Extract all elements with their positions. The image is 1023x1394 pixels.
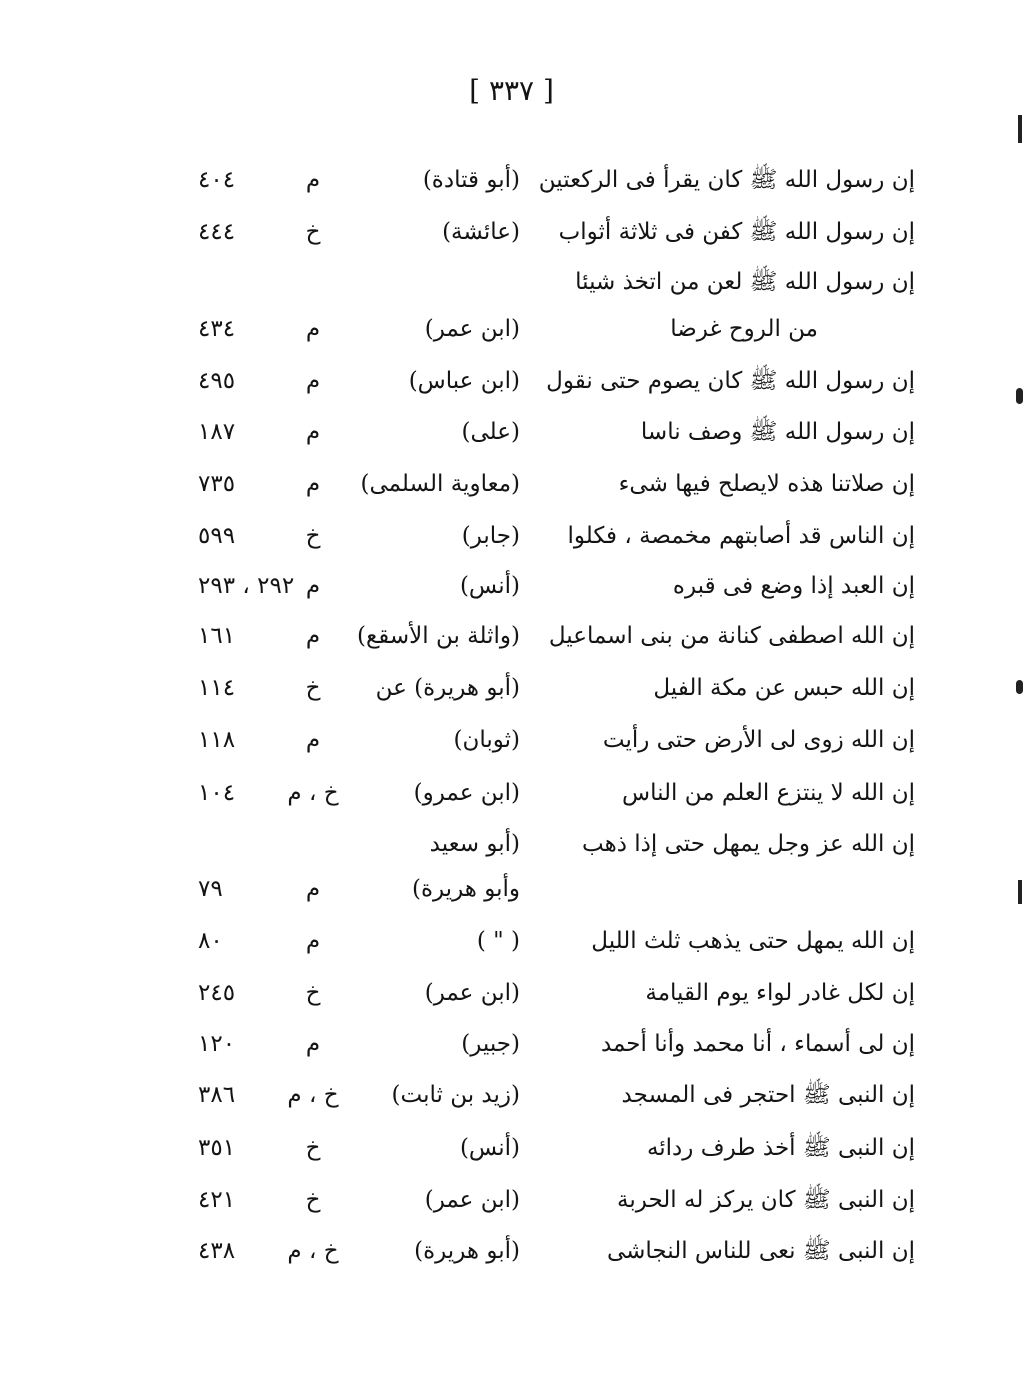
hadith-text: إن لكل غادر لواء يوم القيامة: [645, 980, 915, 1006]
narrator: (معاوية السلمى): [360, 471, 520, 497]
page-reference: ٤٣٤: [198, 316, 236, 342]
hadith-text: إن النبى ﷺ كان يركز له الحربة: [617, 1187, 915, 1213]
hadith-text: إن رسول الله ﷺ لعن من اتخذ شيئا: [575, 269, 915, 295]
narrator: (أبو سعيد: [429, 831, 520, 857]
narrator: (على): [461, 419, 520, 445]
hadith-text: إن الله حبس عن مكة الفيل: [653, 675, 915, 701]
index-row: [0, 210, 1023, 254]
index-row: [0, 822, 1023, 866]
hadith-text: إن الله لا ينتزع العلم من الناس: [622, 780, 915, 806]
source-code: خ: [305, 1135, 321, 1161]
index-row: [0, 307, 1023, 351]
hadith-text: إن رسول الله ﷺ كان يصوم حتى نقول: [546, 368, 915, 394]
page-reference: ٤٩٥: [198, 368, 236, 394]
hadith-text: إن رسول الله ﷺ كان يقرأ فى الركعتين: [538, 167, 915, 193]
source-code: خ: [305, 1187, 321, 1213]
page-reference: ١٨٧: [198, 419, 236, 445]
index-row: [0, 1073, 1023, 1117]
index-row: [0, 1022, 1023, 1066]
page-reference: ١٢٠: [198, 1031, 236, 1057]
index-row: [0, 462, 1023, 506]
narrator: (أبو هريرة): [414, 1238, 520, 1264]
index-row: [0, 614, 1023, 658]
source-code: م: [305, 727, 321, 753]
index-row: [0, 359, 1023, 403]
index-row: [0, 514, 1023, 558]
index-row: [0, 260, 1023, 304]
narrator: (ابن عمر): [424, 980, 520, 1006]
page-reference: ١١٤: [198, 675, 236, 701]
narrator: (واثلة بن الأسقع): [357, 623, 520, 649]
hadith-text: إن لى أسماء ، أنا محمد وأنا أحمد: [600, 1031, 915, 1057]
hadith-text: إن الناس قد أصابتهم مخمصة ، فكلوا: [567, 523, 915, 549]
hadith-text: إن الله يمهل حتى يذهب ثلث الليل: [591, 928, 915, 954]
page-number: [ ٣٣٧ ]: [469, 74, 554, 107]
narrator: (ابن عباس): [408, 368, 520, 394]
source-code: م: [305, 928, 321, 954]
hadith-text-continuation: من الروح غرضا: [670, 316, 818, 342]
page-reference: ١٦١: [198, 623, 236, 649]
hadith-text: إن العبد إذا وضع فى قبره: [672, 573, 915, 599]
source-code: م: [305, 419, 321, 445]
source-code: م: [305, 623, 321, 649]
page-reference: ٢٤٥: [198, 980, 236, 1006]
source-code: م: [305, 368, 321, 394]
scan-mark: [1018, 115, 1022, 143]
narrator: (زيد بن ثابت): [391, 1082, 520, 1108]
narrator: (أنس): [459, 573, 520, 599]
index-row: [0, 666, 1023, 710]
narrator: (جبير): [461, 1031, 520, 1057]
narrator: (أبو قتادة): [422, 167, 520, 193]
source-code: خ ، م: [287, 780, 339, 806]
page-reference: ٤٤٤: [198, 219, 236, 245]
narrator: (ثوبان): [453, 727, 520, 753]
hadith-text: إن النبى ﷺ نعى للناس النجاشى: [606, 1238, 915, 1264]
hadith-text: إن الله عز وجل يمهل حتى إذا ذهب: [582, 831, 915, 857]
hadith-text: إن صلاتنا هذه لايصلح فيها شىء: [618, 471, 915, 497]
index-row: [0, 919, 1023, 963]
hadith-text: إن رسول الله ﷺ كفن فى ثلاثة أثواب: [558, 219, 915, 245]
hadith-text: إن الله اصطفى كنانة من بنى اسماعيل: [548, 623, 915, 649]
scan-mark: [1018, 880, 1022, 904]
narrator: ( " ): [476, 928, 520, 954]
page-reference: ٧٣٥: [198, 471, 236, 497]
narrator: (جابر): [461, 523, 520, 549]
source-code: م: [305, 471, 321, 497]
index-row: [0, 564, 1023, 608]
source-code: خ: [305, 980, 321, 1006]
source-code: م: [305, 316, 321, 342]
hadith-text: إن رسول الله ﷺ وصف ناسا: [640, 419, 915, 445]
page-reference: ٧٩: [198, 876, 223, 902]
index-row: [0, 771, 1023, 815]
page-reference: ١١٨: [198, 727, 236, 753]
narrator: (عائشة): [442, 219, 520, 245]
index-row: [0, 158, 1023, 202]
scan-mark: [1016, 680, 1023, 694]
source-code: خ: [305, 675, 321, 701]
page-reference: ٣٥١: [198, 1135, 236, 1161]
hadith-text: إن الله زوى لى الأرض حتى رأيت: [602, 727, 915, 753]
source-code: خ: [305, 523, 321, 549]
index-row: [0, 1126, 1023, 1170]
narrator: (ابن عمر): [424, 316, 520, 342]
source-code: م: [305, 876, 321, 902]
page-reference: ٤٢١: [198, 1187, 236, 1213]
page-reference: ٨٠: [198, 928, 223, 954]
source-code: م: [305, 167, 321, 193]
page-reference: ٣٨٦: [198, 1082, 236, 1108]
index-row: [0, 1178, 1023, 1222]
index-row: [0, 971, 1023, 1015]
source-code: خ: [305, 219, 321, 245]
index-row: [0, 718, 1023, 762]
narrator: وأبو هريرة): [411, 876, 520, 902]
narrator: (أنس): [459, 1135, 520, 1161]
page-reference: ٢٩٢ ، ٢٩٣: [198, 573, 295, 599]
source-code: خ ، م: [287, 1238, 339, 1264]
narrator: (ابن عمرو): [413, 780, 520, 806]
page-reference: ٥٩٩: [198, 523, 236, 549]
narrator: (أبو هريرة) عن: [375, 675, 520, 701]
index-row: [0, 867, 1023, 911]
hadith-text: إن النبى ﷺ احتجر فى المسجد: [621, 1082, 915, 1108]
scan-mark: [1016, 388, 1023, 404]
source-code: خ ، م: [287, 1082, 339, 1108]
index-row: [0, 1229, 1023, 1273]
index-row: [0, 410, 1023, 454]
page-reference: ٤٣٨: [198, 1238, 236, 1264]
source-code: م: [305, 573, 321, 599]
page-reference: ١٠٤: [198, 780, 236, 806]
hadith-text: إن النبى ﷺ أخذ طرف ردائه: [646, 1135, 915, 1161]
source-code: م: [305, 1031, 321, 1057]
narrator: (ابن عمر): [424, 1187, 520, 1213]
page-reference: ٤٠٤: [198, 167, 236, 193]
